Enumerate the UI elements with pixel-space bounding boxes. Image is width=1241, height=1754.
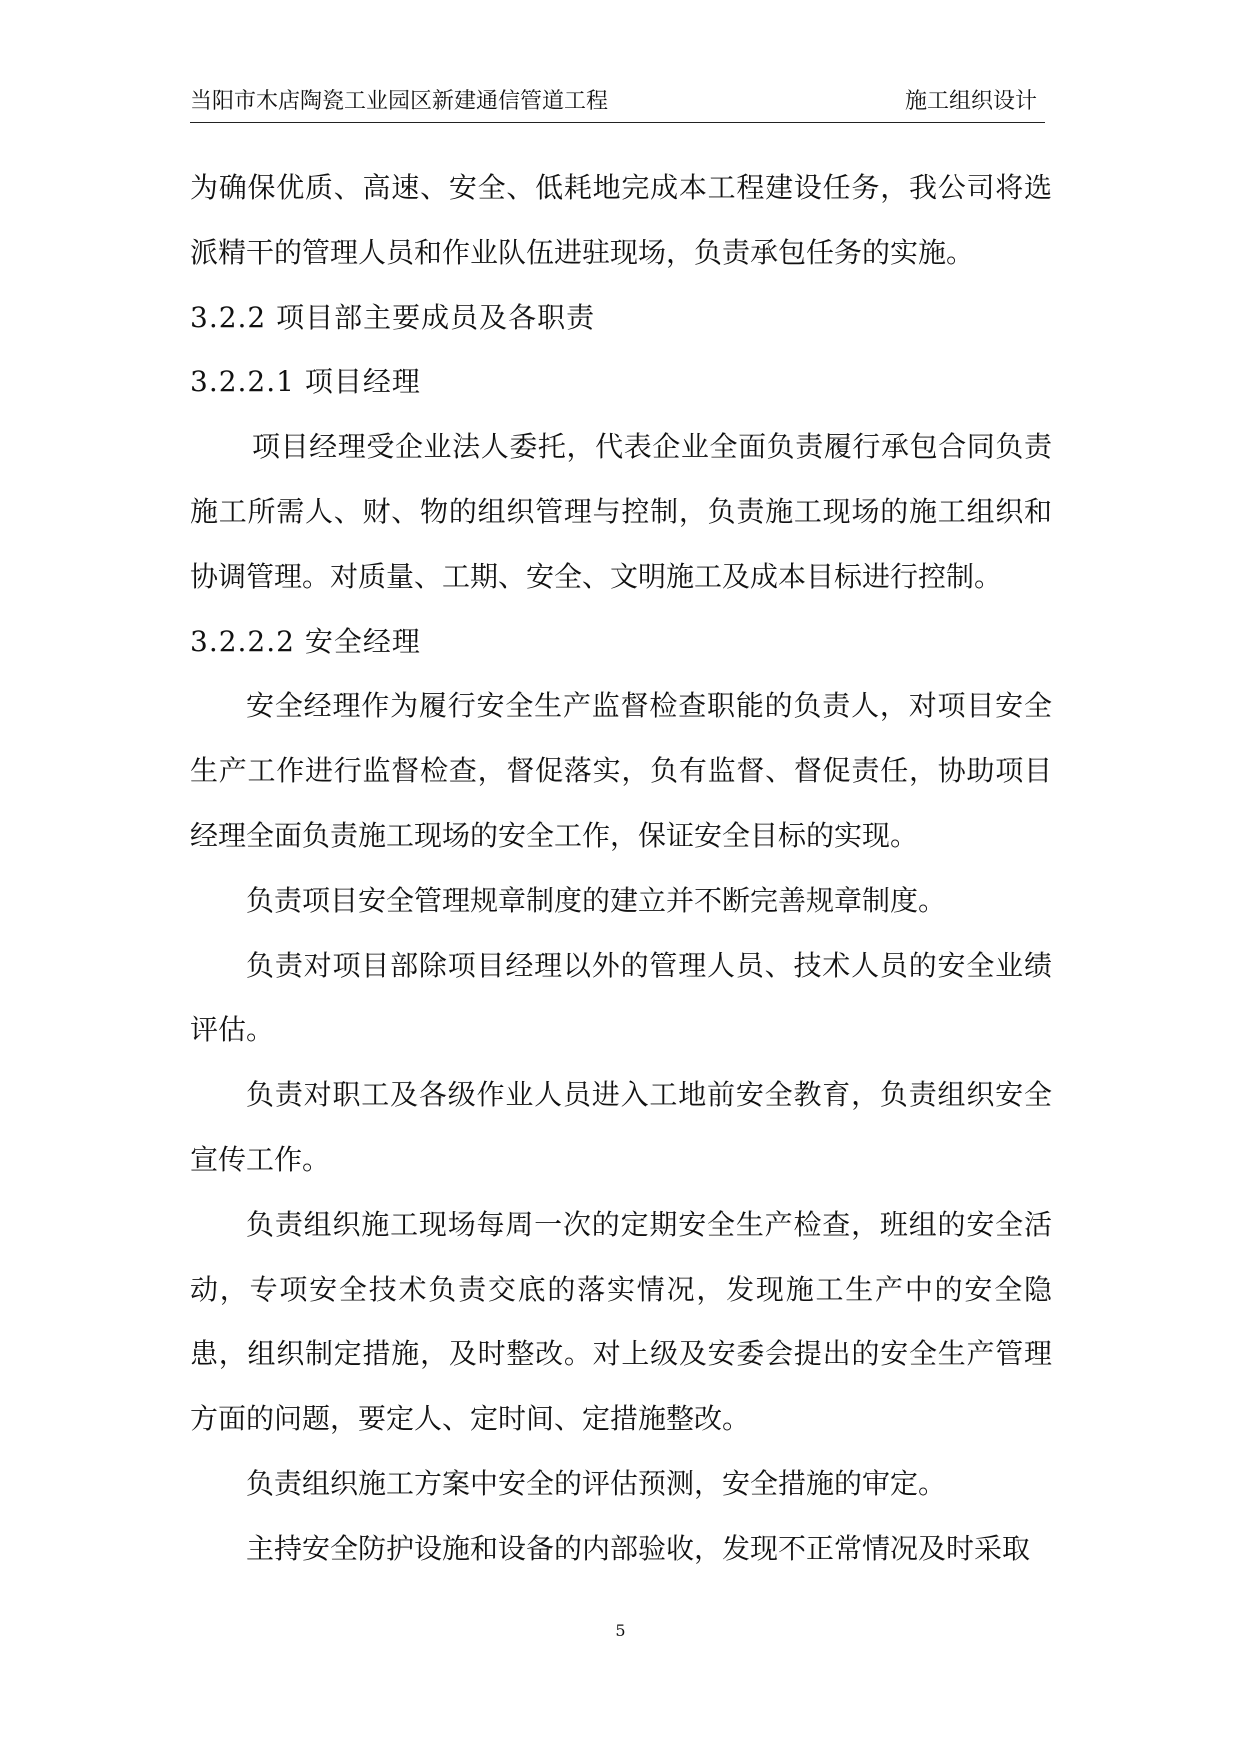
safety-duty-paragraph: 负责项目安全管理规章制度的建立并不断完善规章制度。 [246, 883, 947, 917]
safety-duty-paragraph: 负责对职工及各级作业人员进入工地前安全教育，负责组织安全宣传工作。 [190, 1078, 1052, 1176]
safety-duty-paragraph: 主持安全防护设施和设备的内部验收，发现不正常情况及时采取 [246, 1531, 1031, 1565]
section-heading-3-2-2-1: 3.2.2.1 项目经理 [190, 365, 421, 399]
safety-duty-paragraph: 负责组织施工方案中安全的评估预测，安全措施的审定。 [246, 1466, 947, 1500]
page-header [190, 88, 1045, 123]
safety-manager-paragraph: 安全经理作为履行安全生产监督检查职能的负责人，对项目安全生产工作进行监督检查，督促落实，负有监督、督促责任，协助项目经理全面负责施工现场的安全工作，保证安全目标的实现。 [190, 689, 1052, 852]
safety-duty-paragraph: 负责对项目部除项目经理以外的管理人员、技术人员的安全业绩评估。 [190, 948, 1052, 1047]
section-heading-3-2-2-2: 3.2.2.2 安全经理 [190, 624, 421, 658]
header-document-type: 施工组织设计 [904, 89, 1037, 114]
project-manager-paragraph: 项目经理受企业法人委托，代表企业全面负责履行承包合同负责施工所需人、财、物的组织管理与控制，负责施工现场的施工组织和协调管理。对质量、工期、安全、文明施工及成本目标进行控制。 [190, 430, 1052, 593]
section-heading-3-2-2: 3.2.2 项目部主要成员及各职责 [190, 300, 596, 334]
header-project-title: 当阳市木店陶瓷工业园区新建通信管道工程 [190, 89, 609, 114]
document-body [190, 156, 1052, 1582]
safety-duty-paragraph: 负责组织施工现场每周一次的定期安全生产检查，班组的安全活动，专项安全技术负责交底的落实情况，发现施工生产中的安全隐患，组织制定措施，及时整改。对上级及安委会提出的安全生产管理方面的问题，要定人、定时间、定措施整改。 [190, 1207, 1052, 1436]
page-number: 5 [615, 1621, 626, 1640]
intro-paragraph: 为确保优质、高速、安全、低耗地完成本工程建设任务，我公司将选派精干的管理人员和作业队伍进驻现场，负责承包任务的实施。 [190, 171, 1052, 269]
